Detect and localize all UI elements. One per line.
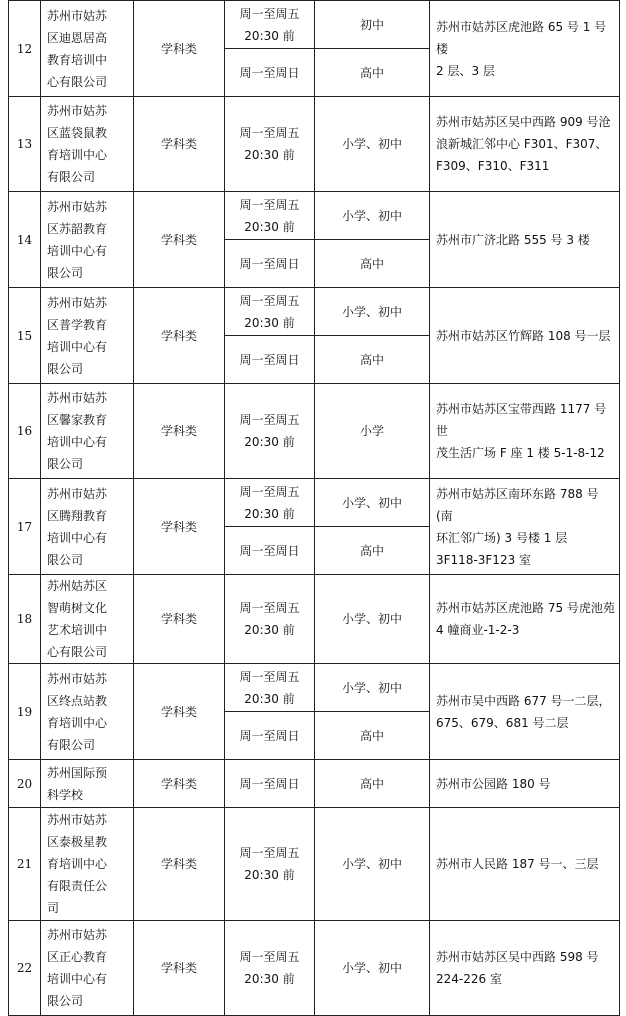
- address-line: 苏州市姑苏区虎池路 65 号 1 号楼: [436, 19, 607, 56]
- address-line: 224-226 室: [436, 972, 502, 986]
- category-cell: 学科类: [134, 288, 225, 384]
- schedule-time-line: 周一至周日: [239, 728, 300, 743]
- school-level: 高中: [315, 240, 430, 288]
- address-line: 苏州市姑苏区竹辉路 108 号一层: [436, 328, 611, 343]
- institution-name-line: 育培训中心: [47, 715, 108, 730]
- institution-name-line: 苏州市姑苏: [47, 391, 108, 405]
- institution-name-line: 限公司: [47, 552, 84, 567]
- address-line: 3F118-3F123 室: [436, 552, 532, 567]
- address-line: 675、679、681 号二层: [436, 715, 569, 730]
- address-cell: [430, 288, 620, 384]
- address-line: 苏州市姑苏区吴中西路 909 号沧: [436, 115, 611, 129]
- schedule-time-line: 周一至周日: [239, 256, 300, 271]
- institution-name-line: 智萌树文化: [47, 601, 108, 615]
- institution-name-line: 限公司: [47, 457, 84, 471]
- institution-table-wrapper: [8, 0, 620, 1016]
- table-row: [9, 921, 620, 1016]
- schedule-time-line: 20:30 前: [244, 315, 295, 330]
- school-level: 小学、初中: [315, 664, 430, 712]
- institution-name-line: 区终点站教: [47, 693, 108, 708]
- institution-name-line: 培训中心有: [47, 243, 108, 258]
- institution-name: [41, 1, 134, 97]
- table-body: [9, 1, 620, 1016]
- category-cell: 学科类: [134, 575, 225, 664]
- schedule-time-line: 20:30 前: [244, 28, 295, 43]
- row-number: 15: [9, 288, 41, 384]
- schedule-time-line: 周一至周五: [239, 293, 300, 308]
- schedule-time: [225, 49, 315, 97]
- institution-name: [41, 808, 134, 921]
- schedule-time-line: 20:30 前: [244, 219, 295, 234]
- address-cell: [430, 921, 620, 1016]
- schedule-time-line: 周一至周日: [239, 352, 300, 367]
- schedule-time-line: 周一至周日: [239, 776, 300, 791]
- institution-name-line: 苏州市姑苏: [47, 486, 108, 501]
- address-line: 环汇邻广场) 3 号楼 1 层: [436, 530, 568, 545]
- address-line: 苏州市公园路 180 号: [436, 776, 551, 791]
- school-level: 小学、初中: [315, 808, 430, 921]
- institution-name-line: 育培训中心: [47, 857, 108, 871]
- category-cell: 学科类: [134, 808, 225, 921]
- institution-name-line: 区迪恩居高: [47, 30, 108, 45]
- schedule-time-line: 周一至周五: [239, 197, 300, 212]
- school-level: 初中: [315, 1, 430, 49]
- schedule-time-line: 20:30 前: [244, 148, 295, 162]
- address-line: 苏州市广济北路 555 号 3 楼: [436, 232, 590, 247]
- institution-name-line: 培训中心有: [47, 339, 108, 354]
- category-cell: 学科类: [134, 384, 225, 479]
- institution-name-line: 有限责任公: [47, 879, 108, 893]
- schedule-time-line: 20:30 前: [244, 435, 295, 449]
- table-row: [9, 808, 620, 921]
- row-number: 18: [9, 575, 41, 664]
- row-number: 16: [9, 384, 41, 479]
- school-level: 高中: [315, 336, 430, 384]
- institution-name: [41, 288, 134, 384]
- school-level: 小学、初中: [315, 575, 430, 664]
- schedule-time-line: 周一至周五: [239, 413, 300, 427]
- address-cell: [430, 664, 620, 760]
- school-level: 高中: [315, 49, 430, 97]
- institution-name-line: 艺术培训中: [47, 623, 108, 637]
- schedule-time: [225, 712, 315, 760]
- schedule-time: [225, 921, 315, 1016]
- address-cell: [430, 1, 620, 97]
- institution-name-line: 苏州市姑苏: [47, 8, 108, 23]
- institution-name-line: 有限公司: [47, 737, 96, 752]
- institution-name-line: 区腾翔教育: [47, 508, 108, 523]
- school-level: 高中: [315, 712, 430, 760]
- institution-name-line: 苏州市姑苏: [47, 671, 108, 686]
- institution-name: [41, 575, 134, 664]
- institution-name-line: 培训中心有: [47, 435, 108, 449]
- schedule-time-line: 周一至周五: [239, 669, 300, 684]
- address-line: 4 幢商业-1-2-3: [436, 623, 520, 637]
- institution-name-line: 限公司: [47, 265, 84, 280]
- institution-name-line: 区普学教育: [47, 317, 108, 332]
- training-institution-table: [8, 0, 620, 1016]
- institution-name: [41, 921, 134, 1016]
- institution-name-line: 区正心教育: [47, 950, 108, 964]
- schedule-time-line: 周一至周五: [239, 846, 300, 860]
- row-number: 19: [9, 664, 41, 760]
- school-level: 高中: [315, 527, 430, 575]
- schedule-time-line: 20:30 前: [244, 506, 295, 521]
- institution-name-line: 苏州市姑苏: [47, 199, 108, 214]
- address-cell: [430, 760, 620, 808]
- schedule-time-line: 周一至周日: [239, 543, 300, 558]
- schedule-time-line: 周一至周五: [239, 950, 300, 964]
- institution-name: [41, 760, 134, 808]
- table-row: [9, 664, 620, 712]
- institution-name-line: 区泰极星教: [47, 835, 108, 849]
- schedule-time: [225, 760, 315, 808]
- schedule-time: [225, 575, 315, 664]
- institution-name-line: 限公司: [47, 361, 84, 376]
- address-cell: [430, 808, 620, 921]
- row-number: 17: [9, 479, 41, 575]
- table-row: [9, 97, 620, 192]
- table-row: [9, 760, 620, 808]
- institution-name-line: 限公司: [47, 994, 84, 1008]
- row-number: 13: [9, 97, 41, 192]
- schedule-time: [225, 384, 315, 479]
- address-line: 苏州市姑苏区南环东路 788 号(南: [436, 486, 599, 523]
- table-row: [9, 479, 620, 527]
- schedule-time-line: 周一至周五: [239, 6, 300, 21]
- schedule-time-line: 周一至周日: [239, 65, 300, 80]
- schedule-time-line: 20:30 前: [244, 868, 295, 882]
- institution-name-line: 苏州市姑苏: [47, 928, 108, 942]
- institution-name: [41, 97, 134, 192]
- address-cell: [430, 575, 620, 664]
- table-row: [9, 288, 620, 336]
- schedule-time: [225, 527, 315, 575]
- institution-name: [41, 192, 134, 288]
- institution-name-line: 心有限公司: [47, 645, 108, 659]
- schedule-time-line: 20:30 前: [244, 691, 295, 706]
- row-number: 20: [9, 760, 41, 808]
- institution-name-line: 教育培训中: [47, 52, 108, 67]
- institution-name-line: 科学校: [47, 787, 84, 802]
- institution-name-line: 培训中心有: [47, 972, 108, 986]
- schedule-time-line: 20:30 前: [244, 972, 295, 986]
- institution-name-line: 区蓝袋鼠教: [47, 126, 108, 140]
- institution-name-line: 苏州国际预: [47, 765, 108, 780]
- address-line: 苏州市吴中西路 677 号一二层，: [436, 693, 611, 708]
- address-line: 浪新城汇邻中心 F301、F307、: [436, 137, 608, 151]
- category-cell: 学科类: [134, 760, 225, 808]
- institution-name-line: 有限公司: [47, 170, 96, 184]
- schedule-time: [225, 664, 315, 712]
- institution-name-line: 区苏韶教育: [47, 221, 108, 236]
- school-level: 小学、初中: [315, 921, 430, 1016]
- institution-name-line: 心有限公司: [47, 74, 108, 89]
- schedule-time: [225, 240, 315, 288]
- school-level: 高中: [315, 760, 430, 808]
- schedule-time: [225, 336, 315, 384]
- row-number: 12: [9, 1, 41, 97]
- schedule-time-line: 周一至周五: [239, 484, 300, 499]
- address-cell: [430, 479, 620, 575]
- category-cell: 学科类: [134, 479, 225, 575]
- school-level: 小学、初中: [315, 288, 430, 336]
- address-line: 2 层、3 层: [436, 63, 495, 78]
- institution-name: [41, 479, 134, 575]
- school-level: 小学、初中: [315, 479, 430, 527]
- category-cell: 学科类: [134, 192, 225, 288]
- category-cell: 学科类: [134, 921, 225, 1016]
- row-number: 14: [9, 192, 41, 288]
- institution-name-line: 苏州姑苏区: [47, 579, 108, 593]
- table-row: [9, 1, 620, 49]
- institution-name-line: 区馨家教育: [47, 413, 108, 427]
- address-line: 苏州市姑苏区吴中西路 598 号: [436, 950, 599, 964]
- address-line: 苏州市人民路 187 号一、三层: [436, 857, 599, 871]
- category-cell: 学科类: [134, 97, 225, 192]
- institution-name-line: 育培训中心: [47, 148, 108, 162]
- table-row: [9, 192, 620, 240]
- institution-name-line: 苏州市姑苏: [47, 295, 108, 310]
- address-cell: [430, 192, 620, 288]
- address-line: 苏州市姑苏区虎池路 75 号虎池苑: [436, 601, 615, 615]
- schedule-time: [225, 192, 315, 240]
- schedule-time: [225, 479, 315, 527]
- address-line: F309、F310、F311: [436, 159, 550, 173]
- address-line: 苏州市姑苏区宝带西路 1177 号世: [436, 402, 607, 438]
- table-row: [9, 384, 620, 479]
- institution-name: [41, 664, 134, 760]
- institution-name-line: 苏州市姑苏: [47, 813, 108, 827]
- schedule-time-line: 周一至周五: [239, 126, 300, 140]
- schedule-time-line: 20:30 前: [244, 623, 295, 637]
- schedule-time: [225, 808, 315, 921]
- address-cell: [430, 97, 620, 192]
- schedule-time-line: 周一至周五: [239, 601, 300, 615]
- category-cell: 学科类: [134, 1, 225, 97]
- schedule-time: [225, 1, 315, 49]
- institution-name-line: 司: [47, 901, 60, 915]
- row-number: 21: [9, 808, 41, 921]
- school-level: 小学、初中: [315, 192, 430, 240]
- table-row: [9, 575, 620, 664]
- institution-name: [41, 384, 134, 479]
- institution-name-line: 苏州市姑苏: [47, 104, 108, 118]
- schedule-time: [225, 97, 315, 192]
- category-cell: 学科类: [134, 664, 225, 760]
- school-level: 小学: [315, 384, 430, 479]
- schedule-time: [225, 288, 315, 336]
- address-cell: [430, 384, 620, 479]
- row-number: 22: [9, 921, 41, 1016]
- institution-name-line: 培训中心有: [47, 530, 108, 545]
- school-level: 小学、初中: [315, 97, 430, 192]
- address-line: 茂生活广场 F 座 1 楼 5-1-8-12: [436, 446, 605, 460]
